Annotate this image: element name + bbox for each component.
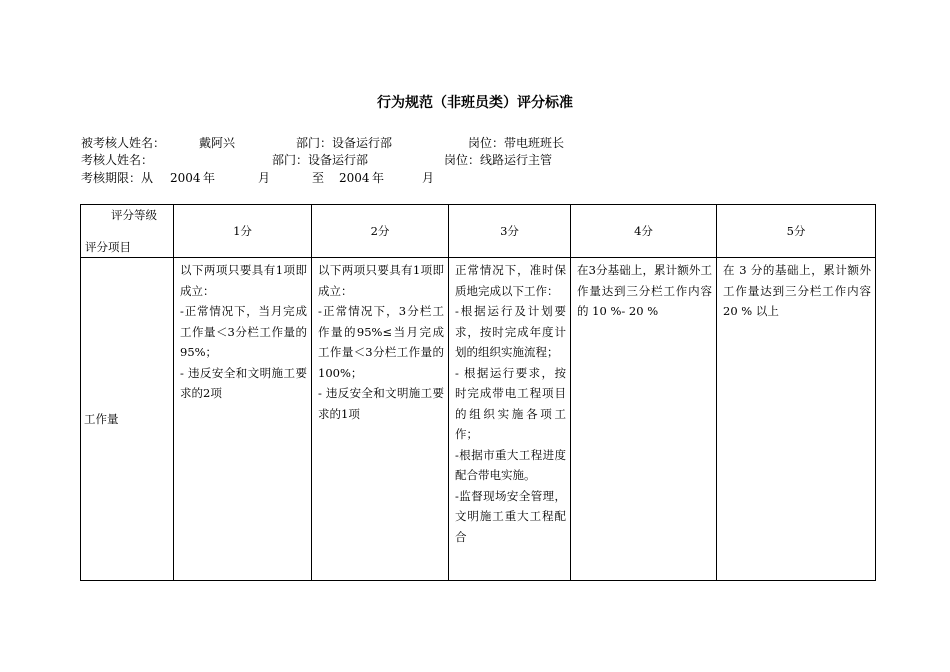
table-row <box>81 258 876 581</box>
criteria-cell-5: 在 3 分的基础上，累计额外工作量达到三分栏工作内容 20 % 以上 <box>717 258 876 581</box>
examinee-position: 岗位：带电班班长 <box>468 136 565 150</box>
criteria-cell-3: 正常情况下，准时保质地完成以下工作： -根据运行及计划要求，按时完成年度计划的组织实施流程； - 根据运行要求，按时完成带电工程项目的组织实施各项工作； -根据市重大工程进度配合带电实施。 -监督现场安全管理，文明施工重大工程配合 <box>449 258 571 581</box>
header-corner-cell <box>81 205 174 258</box>
page-title: 行为规范（非班员类）评分标准 <box>377 95 573 111</box>
period-start-year: 2004 <box>170 171 201 185</box>
examiner-dept: 部门：设备运行部 <box>272 153 369 167</box>
scoring-table <box>80 204 883 581</box>
header-level-3: 3分 <box>449 205 571 258</box>
header-level-label: 评分等级 <box>111 208 157 222</box>
info-line-period <box>81 171 435 185</box>
period-end-year: 2004 <box>339 171 370 185</box>
header-level-1: 1分 <box>174 205 312 258</box>
period-end-yue: 月 <box>422 171 435 185</box>
examinee-label: 被考核人姓名： <box>81 136 166 150</box>
period-label: 考核期限：从 <box>81 171 154 185</box>
criteria-cell-2: 以下两项只要具有1项即成立： -正常情况下，3分栏工作量的95%≤当月完成工作量＜3分栏工作量的100%； - 违反安全和文明施工要求的1项 <box>312 258 449 581</box>
header-item-label: 评分项目 <box>85 240 131 254</box>
header-level-4: 4分 <box>571 205 717 258</box>
period-end-nian: 年 <box>372 171 385 185</box>
period-start-yue: 月 <box>258 171 271 185</box>
info-line-examinee <box>81 136 565 150</box>
criteria-cell-1: 以下两项只要具有1项即成立： -正常情况下，当月完成工作量＜3分栏工作量的95%； - 违反安全和文明施工要求的2项 <box>174 258 312 581</box>
period-to: 至 <box>312 171 325 185</box>
header-level-5: 5分 <box>717 205 876 258</box>
examinee-dept: 部门：设备运行部 <box>296 136 393 150</box>
criteria-cell-4: 在3分基础上，累计额外工作量达到三分栏工作内容的 10 %- 20 % <box>571 258 717 581</box>
header-level-2: 2分 <box>312 205 449 258</box>
header-row <box>81 205 876 258</box>
info-line-examiner <box>81 153 553 167</box>
row-label-workload: 工作量 <box>81 258 174 581</box>
examiner-position: 岗位：线路运行主管 <box>444 153 553 167</box>
examinee-name: 戴阿兴 <box>199 136 236 150</box>
examiner-label: 考核人姓名： <box>81 153 154 167</box>
period-start-nian: 年 <box>203 171 216 185</box>
